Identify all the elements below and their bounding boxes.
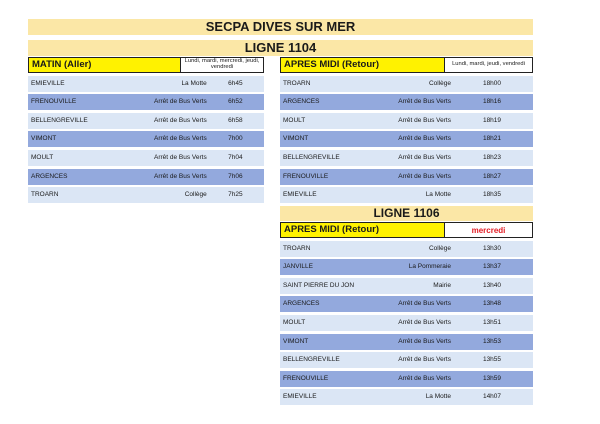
departure-time: 18h35	[482, 191, 502, 199]
apres-midi-1106-label: APRES MIDI (Retour)	[281, 223, 445, 237]
table-row	[280, 352, 533, 368]
table-row	[280, 113, 533, 129]
line-1104-title: LIGNE 1104	[28, 40, 533, 56]
apres-midi-1106-header	[280, 222, 533, 238]
table-row	[28, 169, 264, 185]
table-row	[28, 131, 264, 147]
apres-midi-1104-table	[280, 57, 533, 203]
departure-time: 7h06	[228, 172, 243, 180]
stop-city: EMIEVILLE	[31, 79, 65, 87]
table-row	[280, 169, 533, 185]
stop-location: Arrêt de Bus Verts	[398, 374, 451, 382]
departure-time: 13h59	[482, 374, 502, 382]
table-row	[280, 241, 533, 257]
stop-location: La Motte	[425, 393, 451, 401]
stop-location: La Pommeraie	[408, 263, 451, 271]
table-row	[280, 315, 533, 331]
stop-city: MOULT	[31, 153, 54, 161]
apres-midi-1104-rows	[280, 76, 533, 204]
stop-city: VIMONT	[283, 337, 309, 345]
departure-time: 7h00	[228, 135, 243, 143]
stop-location: Collège	[184, 191, 207, 199]
stop-location: Arrêt de Bus Verts	[153, 172, 207, 180]
table-row	[280, 131, 533, 147]
stop-location: Arrêt de Bus Verts	[153, 98, 207, 106]
departure-time: 7h25	[228, 191, 243, 199]
stop-city: BELLENGREVILLE	[283, 356, 340, 364]
departure-time: 14h07	[482, 393, 502, 401]
table-row	[280, 259, 533, 275]
stop-location: Arrêt de Bus Verts	[153, 116, 207, 124]
table-row	[280, 389, 533, 405]
matin-aller-days: Lundi, mardi, mercredi, jeudi, vendredi	[184, 58, 260, 70]
apres-midi-1104-label: APRES MIDI (Retour)	[281, 58, 445, 72]
departure-time: 6h52	[228, 98, 243, 106]
stop-city: FRENOUVILLE	[283, 374, 329, 382]
stop-location: Collège	[428, 79, 451, 87]
stop-city: EMIEVILLE	[283, 393, 317, 401]
stop-city: JANVILLE	[283, 263, 313, 271]
table-row	[280, 296, 533, 312]
stop-city: TROARN	[31, 191, 59, 199]
departure-time: 18h19	[482, 116, 502, 124]
stop-city: FRENOUVILLE	[31, 98, 77, 106]
stop-city: FRENOUVILLE	[283, 172, 329, 180]
stop-city: MOULT	[283, 116, 306, 124]
stop-location: Arrêt de Bus Verts	[153, 135, 207, 143]
departure-time: 13h40	[482, 281, 502, 289]
departure-time: 6h58	[228, 116, 243, 124]
stop-city: ARGENCES	[283, 98, 320, 106]
table-row	[280, 278, 533, 294]
stop-location: Collège	[428, 244, 451, 252]
stop-location: Arrêt de Bus Verts	[153, 153, 207, 161]
table-row	[280, 76, 533, 92]
table-row	[280, 334, 533, 350]
matin-aller-header	[28, 57, 264, 73]
departure-time: 13h51	[482, 318, 502, 326]
table-row	[28, 94, 264, 110]
apres-midi-1106-rows	[280, 241, 533, 406]
stop-location: Arrêt de Bus Verts	[398, 116, 451, 124]
stop-location: Arrêt de Bus Verts	[398, 153, 451, 161]
table-row	[280, 94, 533, 110]
departure-time: 18h27	[482, 172, 502, 180]
departure-time: 18h21	[482, 135, 502, 143]
departure-time: 18h23	[482, 153, 502, 161]
table-row	[28, 76, 264, 92]
stop-location: Arrêt de Bus Verts	[398, 318, 451, 326]
stop-city: TROARN	[283, 79, 311, 87]
departure-time: 13h37	[482, 263, 502, 271]
stop-city: TROARN	[283, 244, 311, 252]
stop-location: Mairie	[433, 281, 451, 289]
stop-city: VIMONT	[283, 135, 309, 143]
stop-location: La Motte	[425, 191, 451, 199]
stop-city: SAINT PIERRE DU JON	[283, 281, 355, 289]
page-title: SECPA DIVES SUR MER	[28, 19, 533, 35]
stop-location: Arrêt de Bus Verts	[398, 98, 451, 106]
departure-time: 18h00	[482, 79, 502, 87]
stop-location: Arrêt de Bus Verts	[398, 300, 451, 308]
stop-location: Arrêt de Bus Verts	[398, 135, 451, 143]
apres-midi-1106-days: mercredi	[471, 225, 506, 235]
departure-time: 13h48	[482, 300, 502, 308]
stop-location: Arrêt de Bus Verts	[398, 337, 451, 345]
table-row	[28, 187, 264, 203]
departure-time: 18h16	[482, 98, 502, 106]
line-1106-title: LIGNE 1106	[280, 206, 533, 221]
apres-midi-1106-table	[280, 222, 533, 405]
matin-aller-table	[28, 57, 264, 203]
departure-time: 13h55	[482, 356, 502, 364]
table-row	[280, 187, 533, 203]
stop-location: Arrêt de Bus Verts	[398, 172, 451, 180]
apres-midi-1104-header	[280, 57, 533, 73]
stop-location: La Motte	[181, 79, 207, 87]
stop-city: BELLENGREVILLE	[283, 153, 340, 161]
matin-aller-rows	[28, 76, 264, 204]
stop-city: VIMONT	[31, 135, 57, 143]
apres-midi-1104-days: Lundi, mardi, jeudi, vendredi	[452, 61, 525, 68]
stop-city: EMIEVILLE	[283, 191, 317, 199]
stop-location: Arrêt de Bus Verts	[398, 356, 451, 364]
stop-city: ARGENCES	[283, 300, 320, 308]
table-row	[28, 150, 264, 166]
stop-city: ARGENCES	[31, 172, 68, 180]
stop-city: BELLENGREVILLE	[31, 116, 88, 124]
departure-time: 6h45	[228, 79, 243, 87]
departure-time: 13h30	[482, 244, 502, 252]
table-row	[280, 371, 533, 387]
departure-time: 7h04	[228, 153, 243, 161]
matin-aller-label: MATIN (Aller)	[29, 58, 181, 72]
stop-city: MOULT	[283, 318, 306, 326]
table-row	[280, 150, 533, 166]
table-row	[28, 113, 264, 129]
departure-time: 13h53	[482, 337, 502, 345]
